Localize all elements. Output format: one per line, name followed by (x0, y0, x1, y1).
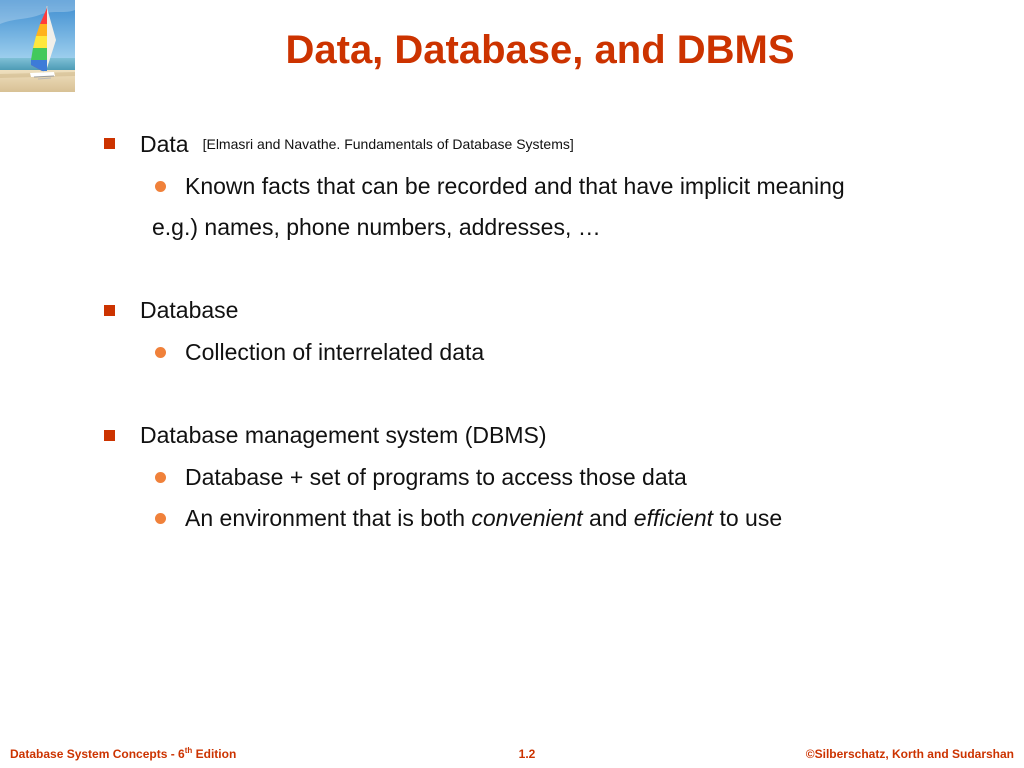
footer-page-number (500, 745, 554, 763)
page-number: 1.2 (518, 747, 536, 761)
environment-prefix: An environment that is both (185, 505, 472, 531)
bullet-data (140, 130, 574, 158)
footer-book-title (10, 745, 236, 763)
example-text: e.g.) names, phone numbers, addresses, … (152, 214, 601, 240)
bullet-label-database: Database (140, 297, 239, 323)
dot-bullet-icon (155, 472, 166, 483)
example-line (152, 213, 601, 241)
footer-book-sup: th (184, 746, 193, 755)
environment-suffix: to use (713, 505, 783, 531)
dot-bullet-icon (155, 347, 166, 358)
sub-bullet-label: Collection of interrelated data (185, 339, 485, 365)
emphasis-efficient: efficient (633, 505, 714, 531)
dot-bullet-icon (155, 513, 166, 524)
square-bullet-icon (104, 430, 115, 441)
sub-bullet-environment (185, 504, 782, 532)
footer-book-prefix: Database System Concepts - 6 (10, 747, 185, 761)
bullet-label-dbms: Database management system (DBMS) (140, 422, 547, 448)
bullet-database (140, 296, 238, 324)
square-bullet-icon (104, 305, 115, 316)
sub-bullet-collection (185, 338, 484, 366)
copyright-text: ©Silberschatz, Korth and Sudarshan (805, 747, 1014, 761)
bullet-label-data: Data (140, 131, 189, 157)
sub-bullet-programs (185, 463, 687, 491)
citation: [Elmasri and Navathe. Fundamentals of Database Systems] (202, 136, 574, 152)
footer-copyright (806, 745, 1014, 763)
sub-bullet-label: Database + set of programs to access those data (185, 464, 687, 490)
bullet-dbms (140, 421, 547, 449)
environment-middle: and (582, 505, 634, 531)
slide-title: Data, Database, and DBMS (285, 28, 795, 72)
sub-bullet-known-facts (185, 172, 845, 200)
emphasis-convenient: convenient (471, 505, 583, 531)
sub-bullet-label: Known facts that can be recorded and that have implicit meaning (185, 173, 845, 199)
dot-bullet-icon (155, 181, 166, 192)
square-bullet-icon (104, 138, 115, 149)
footer-book-suffix: Edition (192, 747, 237, 761)
